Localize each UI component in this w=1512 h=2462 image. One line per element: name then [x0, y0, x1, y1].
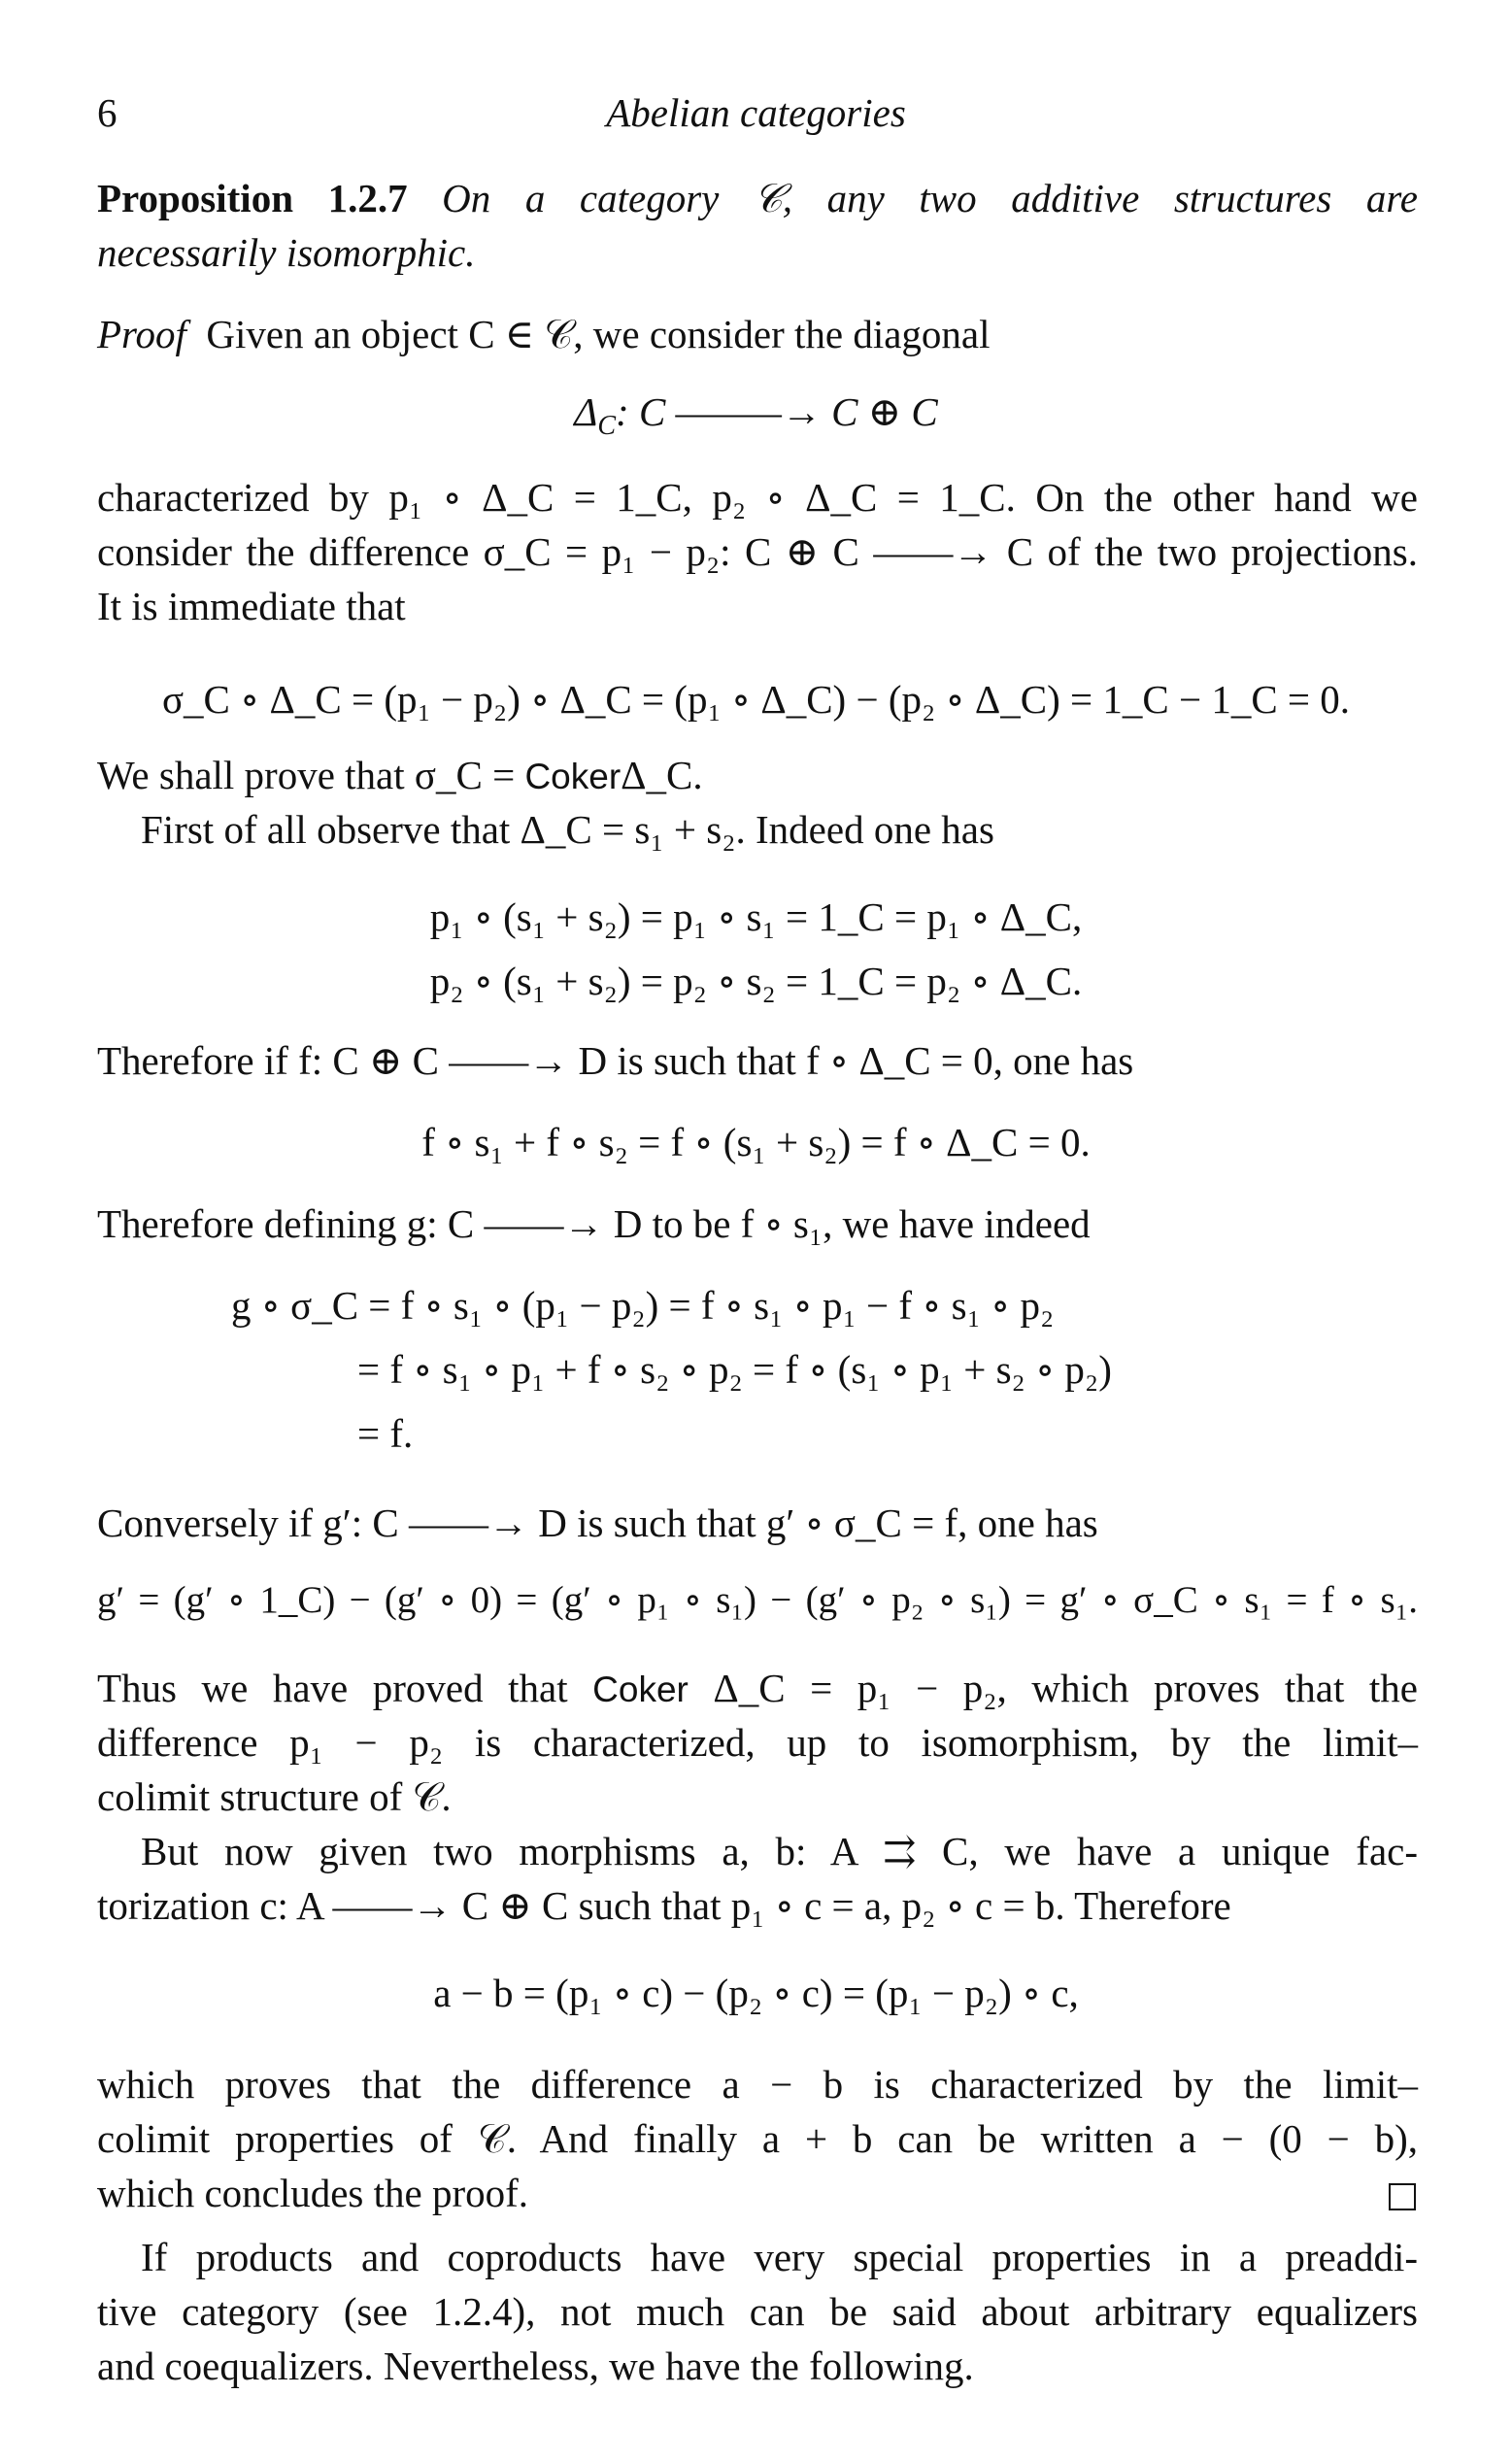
text-line: Therefore if f: C ⊕ C ——→ D is such that f ∘ Δ_C = 0, one has: [97, 1038, 1134, 1083]
text-line: colimit structure of 𝒞.: [97, 1774, 452, 1819]
qed-square-icon: [1389, 2183, 1416, 2210]
text-fragment: Δ_C.: [621, 753, 703, 797]
proposition-statement: On a category 𝒞, any two additive structures are: [442, 176, 1419, 220]
display-diagonal: [0, 387, 1512, 452]
text-line: Therefore defining g: C ——→ D to be f ∘ s₁, we have indeed: [97, 1201, 1091, 1246]
display-equation: f ∘ s₁ + f ∘ s₂ = f ∘ (s₁ + s₂) = f ∘ Δ_C = 0.: [421, 1120, 1091, 1164]
text-line: First of all observe that Δ_C = s₁ + s₂. Indeed one has: [141, 807, 994, 852]
text-fragment: Thus we have proved that: [97, 1666, 568, 1710]
proposition-label: Proposition 1.2.7: [97, 176, 408, 220]
display-equation: = f.: [357, 1411, 414, 1456]
text-line: which concludes the proof.: [97, 2171, 529, 2215]
delta-subscript: C: [597, 411, 617, 442]
proposition-line-2: necessarily isomorphic.: [97, 230, 476, 275]
page-number: 6: [97, 90, 118, 135]
display-equation: g ∘ σ_C = f ∘ s₁ ∘ (p₁ − p₂) = f ∘ s₁ ∘ p₁ − f ∘ s₁ ∘ p₂: [231, 1283, 1055, 1328]
delta-symbol: Δ: [574, 389, 598, 434]
display-equation: p₁ ∘ (s₁ + s₂) = p₁ ∘ s₁ = 1_C = p₁ ∘ Δ_C,: [429, 894, 1083, 939]
proof-label: Proof: [97, 312, 186, 356]
display-equation: p₂ ∘ (s₁ + s₂) = p₂ ∘ s₂ = 1_C = p₂ ∘ Δ_C.: [429, 959, 1083, 1003]
text-line: If products and coproducts have very special properties in a preaddi-: [141, 2235, 1418, 2279]
text-line: colimit properties of 𝒞. And finally a + b can be written a − (0 − b),: [97, 2116, 1418, 2161]
diagonal-rest: : C ———→ C ⊕ C: [616, 389, 938, 434]
text-line: But now given two morphisms a, b: A ⇉ C, we have a unique fac-: [141, 1829, 1418, 1873]
text-line: [97, 1663, 1418, 1715]
text-line: Conversely if g′: C ——→ D is such that g′ ∘ σ_C = f, one has: [97, 1501, 1098, 1545]
proof-text: Given an object C ∈ 𝒞, we consider the diagonal: [206, 312, 991, 356]
text-line: torization c: A ——→ C ⊕ C such that p₁ ∘ c = a, p₂ ∘ c = b. Therefore: [97, 1883, 1231, 1928]
text-line: consider the difference σ_C = p₁ − p₂: C ⊕ C ——→ C of the two projections.: [97, 529, 1418, 574]
text-line: [97, 750, 1418, 802]
text-line: characterized by p₁ ∘ Δ_C = 1_C, p₂ ∘ Δ_C = 1_C. On the other hand we: [97, 475, 1418, 520]
proof-line-1: [97, 309, 1418, 359]
running-head: Abelian categories: [606, 90, 906, 135]
text-line: tive category (see 1.2.4), not much can be said about arbitrary equalizers: [97, 2289, 1418, 2334]
text-line: It is immediate that: [97, 584, 406, 628]
display-equation: = f ∘ s₁ ∘ p₁ + f ∘ s₂ ∘ p₂ = f ∘ (s₁ ∘ p₁ + s₂ ∘ p₂): [357, 1347, 1112, 1392]
display-equation: g′ = (g′ ∘ 1_C) − (g′ ∘ 0) = (g′ ∘ p₁ ∘ s₁) − (g′ ∘ p₂ ∘ s₁) = g′ ∘ σ_C ∘ s₁ = f ∘ s₁.: [97, 1579, 1418, 1621]
coker-operator: Coker: [524, 757, 622, 796]
display-equation: σ_C ∘ Δ_C = (p₁ − p₂) ∘ Δ_C = (p₁ ∘ Δ_C) − (p₂ ∘ Δ_C) = 1_C − 1_C = 0.: [161, 677, 1351, 722]
coker-operator: Coker: [592, 1669, 689, 1709]
text-fragment: Δ_C = p₁ − p₂, which proves that the: [713, 1666, 1418, 1710]
text-line: and coequalizers. Nevertheless, we have the following.: [97, 2344, 974, 2388]
display-equation: a − b = (p₁ ∘ c) − (p₂ ∘ c) = (p₁ − p₂) ∘ c,: [433, 1971, 1079, 2015]
proposition-line-1: [97, 173, 1418, 223]
text-line: difference p₁ − p₂ is characterized, up to isomorphism, by the limit–: [97, 1720, 1418, 1765]
text-fragment: We shall prove that σ_C =: [97, 753, 516, 797]
text-line: which proves that the difference a − b is characterized by the limit–: [97, 2062, 1418, 2107]
